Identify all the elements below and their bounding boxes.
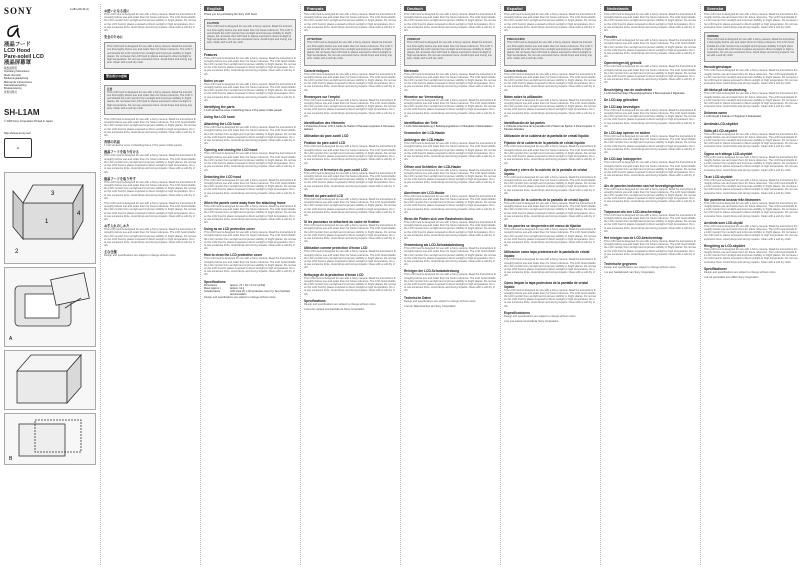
- text-remove2-ja: This LCD hood is designed for use with a Sony camera. Read the instructions thoroughly before use and retain them for future reference. The LCD hood shields the LCD monitor from sunlight and improves visibility in bright places. Do not leave the LCD hood in places exposed to direct sunlight or high temperature. Do not use excessive force. Avoid drops and strong impacts. Clean with a soft dry cloth.: [104, 201, 196, 221]
- model-number: SH-L1AM: [4, 108, 40, 118]
- alpha-mark-icon: α: [504, 320, 506, 323]
- heading-specs-fr: Spécifications: [304, 298, 326, 303]
- trademark-text-fr: est une marque commerciale de Sony Corporation.: [306, 308, 365, 311]
- heading-fijacion-es: Fijación de la cubierta de la pantalla de cristal líquido: [504, 141, 585, 146]
- text-schutz-de: This LCD hood is designed for use with a Sony camera. Read the instructions thoroughly before use and retain them for future reference. The LCD hood shields the LCD monitor from sunlight and improves visibility in bright places. Do not leave the LCD hood in places exposed to direct sunlight or high temperature. Do not use excessive force. Avoid drops and strong impacts. Clean with a soft dry cloth.: [404, 247, 496, 267]
- caution-text-en: This LCD hood is designed for use with a Sony camera. Read the instructions thoroughly before use and retain them for future reference. The LCD hood shields the LCD monitor from sunlight and improves visibility in bright places. Do not leave the LCD hood in places exposed to direct sunlight or high temperature. Do not use excessive force. Avoid drops and strong impacts. Clean with a soft dry cloth.: [207, 25, 293, 45]
- caution-heading-en: CAUTION: [207, 22, 219, 26]
- caution-text-es: This LCD hood is designed for use with a Sony camera. Read the instructions thoroughly before use and retain them for future reference. The LCD hood shields the LCD monitor from sunlight and improves visibility in bright places. Do not leave the LCD hood in places exposed to direct sunlight or high temperature. Do not use excessive force. Avoid drops and strong impacts. Clean with a soft dry cloth.: [507, 41, 593, 61]
- text-notes-ja: This LCD hood is designed for use with a Sony camera. Read the instructions thoroughly before use and retain them for future reference. The LCD hood shields the LCD monitor from sunlight and improves visibility in bright places. Do not leave the LCD hood in places exposed to direct sunlight or high temperature. Do not use excessive force. Avoid drops and strong impacts. Clean with a soft dry cloth.: [104, 13, 196, 33]
- subtitle-de: Bedienungsanleitung: [4, 77, 29, 81]
- lang-tag-fr: Français: [304, 6, 326, 11]
- spec-value: Approx. 14 g: [230, 286, 245, 290]
- heading-bevestigen-nl: De LCD-kap bevestigen: [604, 104, 640, 109]
- text-reinigen-nl: This LCD hood is designed for use with a Sony camera. Read the instructions thoroughly before use and retain them for future reference. The LCD hood shields the LCD monitor from sunlight and improves visibility in bright places. Do not leave the LCD hood in places exposed to direct sunlight or high temperature. Do not use excessive force. Avoid drops and strong impacts. Clean with a soft dry cloth.: [604, 239, 696, 259]
- heading-hinweise-de: Hinweise zur Verwendung: [404, 94, 444, 99]
- heading-caracteristicas-es: Características: [504, 68, 527, 73]
- text-features-en: This LCD hood is designed for use with a Sony camera. Read the instructions thoroughly before use and retain them for future reference. The LCD hood shields the LCD monitor from sunlight and improves visibility in bright places. Do not leave the LCD hood in places exposed to direct sunlight or high temperature. Do not use excessive force. Avoid drops and strong impacts. Clean with a soft dry cloth.: [204, 56, 296, 76]
- heading-parts-en: Identifying the parts: [204, 105, 235, 110]
- text-specs-fr: Design and specifications are subject to change without notice.: [304, 302, 377, 306]
- intro-nl: This LCD hood is designed for use with a Sony camera. Read the instructions thoroughly before use and retain them for future reference. The LCD hood shields the LCD monitor from sunlight and improves visibility in bright places. Do not leave the LCD hood in places exposed to direct sunlight or high temperature. Do not use excessive force. Avoid drops and strong impacts. Clean with a soft dry cloth.: [604, 13, 696, 33]
- heading-comes-away-en: When the panels come away from the attaching frame: [204, 200, 286, 205]
- illustration-protector: [4, 413, 96, 465]
- caution-block-de: [404, 35, 496, 65]
- caution-text-de: This LCD hood is designed for use with a Sony camera. Read the instructions thoroughly before use and retain them for future reference. The LCD hood shields the LCD monitor from sunlight and improves visibility in bright places. Do not leave the LCD hood in places exposed to direct sunlight or high temperature. Do not use excessive force. Avoid drops and strong impacts. Clean with a soft dry cloth.: [407, 41, 493, 61]
- text-beschermkap-nl: This LCD hood is designed for use with a Sony camera. Read the instructions thoroughly before use and retain them for future reference. The LCD hood shields the LCD monitor from sunlight and improves visibility in bright places. Do not leave the LCD hood in places exposed to direct sunlight or high temperature. Do not use excessive force. Avoid drops and strong impacts. Clean with a soft dry cloth.: [604, 213, 696, 233]
- trademark-nl: [604, 271, 696, 274]
- text-functies-nl: This LCD hood is designed for use with a Sony camera. Read the instructions thoroughly before use and retain them for future reference. The LCD hood shields the LCD monitor from sunlight and improves visibility in bright places. Do not leave the LCD hood in places exposed to direct sunlight or high temperature. Do not use excessive force. Avoid drops and strong impacts. Clean with a soft dry cloth.: [604, 39, 696, 59]
- caution-block-fr: [304, 35, 396, 65]
- heading-attach-ja: 液晶フードを取り付ける: [104, 150, 139, 155]
- heading-remove-ja: 液晶フードを取り外す: [104, 176, 136, 181]
- heading-separation-fr: Si les panneaux se détachent du cadre de fixation: [304, 220, 380, 225]
- alpha-mark-icon: α: [604, 271, 606, 275]
- alpha-mark-icon: α: [704, 275, 706, 279]
- text-retrait-fr: This LCD hood is designed for use with a Sony camera. Read the instructions thoroughly before use and retain them for future reference. The LCD hood shields the LCD monitor from sunlight and improves visibility in bright places. Do not leave the LCD hood in places exposed to direct sunlight or high temperature. Do not use excessive force. Avoid drops and strong impacts. Clean with a soft dry cloth.: [304, 197, 396, 217]
- heading-oeffnen-de: Öffnen und Schließen der LCD-Haube: [404, 164, 462, 169]
- heading-beschermkap-nl: Toepassen als een LCD-beschermkap: [604, 209, 662, 214]
- hood-diagram-icon: [5, 173, 95, 263]
- alpha-mark-icon: α: [404, 304, 406, 308]
- lang-tag-nl: Nederlands: [604, 6, 632, 11]
- text-comes-away-en: This LCD hood is designed for use with a Sony camera. Read the instructions thoroughly before use and retain them for future reference. The LCD hood shields the LCD monitor from sunlight and improves visibility in bright places. Do not leave the LCD hood in places exposed to direct sunlight or high temperature. Do not use excessive force. Avoid drops and strong impacts. Clean with a soft dry cloth.: [204, 204, 296, 224]
- heading-loskoppelen-nl: De LCD-kap loskoppelen: [604, 157, 642, 162]
- text-protection-fr: This LCD hood is designed for use with a Sony camera. Read the instructions thoroughly before use and retain them for future reference. The LCD hood shields the LCD monitor from sunlight and improves visibility in bright places. Do not leave the LCD hood in places exposed to direct sunlight or high temperature. Do not use excessive force. Avoid drops and strong impacts. Clean with a soft dry cloth.: [304, 250, 396, 270]
- trademark-text-es: es una marca comercial de Sony Corporation.: [506, 320, 559, 323]
- svg-text:4: 4: [77, 211, 81, 218]
- column-cover: [0, 0, 100, 569]
- heading-features-en: Features: [204, 52, 218, 57]
- text-features-fr: This LCD hood is designed for use with a Sony camera. Read the instructions thoroughly before use and retain them for future reference. The LCD hood shields the LCD monitor from sunlight and improves visibility in bright places. Do not leave the LCD hood in places exposed to direct sunlight or high temperature. Do not use excessive force. Avoid drops and strong impacts. Clean with a soft dry cloth.: [304, 72, 396, 92]
- part-number: 4-181-232-01(1): [70, 8, 89, 11]
- text-att-tanka-sv: This LCD hood is designed for use with a Sony camera. Read the instructions thoroughly before use and retain them for future reference. The LCD hood shields the LCD monitor from sunlight and improves visibility in bright places. Do not leave the LCD hood in places exposed to direct sunlight or high temperature. Do not use excessive force. Avoid drops and strong impacts. Clean with a soft dry cloth.: [704, 92, 798, 109]
- caution-block-ja: [104, 85, 196, 115]
- text-remove-ja: This LCD hood is designed for use with a Sony camera. Read the instructions thoroughly before use and retain them for future reference. The LCD hood shields the LCD monitor from sunlight and improves visibility in bright places. Do not leave the LCD hood in places exposed to direct sunlight or high temperature. Do not use excessive force. Avoid drops and strong impacts. Clean with a soft dry cloth.: [104, 180, 196, 200]
- heading-features-fr: Caractéristiques: [304, 68, 329, 73]
- heading-safety-ja: 安全のために: [104, 35, 124, 40]
- intro-en: Thank you for purchasing the Sony LCD hood.: [204, 13, 258, 16]
- subtitle-nl: Gebruiksaanwijzing: [4, 84, 27, 88]
- heading-fixation-fr: Fixation du pare-soleil LCD: [304, 141, 346, 146]
- text-clean-ja: This LCD hood is designed for use with a Sony camera. Read the instructions thoroughly before use and retain them for future reference. The LCD hood shields the LCD monitor from sunlight and improves visibility in bright places. Do not leave the LCD hood in places exposed to direct sunlight or high temperature. Do not use excessive force. Avoid drops and strong impacts. Clean with a soft dry cloth.: [104, 228, 196, 248]
- heading-funktioner-sv: Huvudegenskaper: [704, 65, 732, 70]
- heading-panelerna-sv: När panelerna lossnar från fästramen: [704, 197, 761, 202]
- text-fixation-fr: This LCD hood is designed for use with a Sony camera. Read the instructions thoroughly before use and retain them for future reference. The LCD hood shields the LCD monitor from sunlight and improves visibility in bright places. Do not leave the LCD hood in places exposed to direct sunlight or high temperature. Do not use excessive force. Avoid drops and strong impacts. Clean with a soft dry cloth.: [304, 145, 396, 165]
- heading-verwendung-de: Verwenden der LCD-Haube: [404, 131, 445, 136]
- text-separation-fr: This LCD hood is designed for use with a Sony camera. Read the instructions thoroughly before use and retain them for future reference. The LCD hood shields the LCD monitor from sunlight and improves visibility in bright places. Do not leave the LCD hood in places exposed to direct sunlight or high temperature. Do not use excessive force. Avoid drops and strong impacts. Clean with a soft dry cloth.: [304, 224, 396, 244]
- heading-anbringen-de: Anbringen der LCD-Haube: [404, 138, 445, 143]
- heading-schutz-de: Verwendung als LCD-Schutzabdeckung: [404, 243, 465, 248]
- website-url[interactable]: http://www.sony.net/: [4, 131, 31, 136]
- heading-notas-es: Notas sobre la utilización: [504, 94, 543, 99]
- text-teile-de: 1 LCD-Schutzabdeckung 2 Befestigungsrahmen 3 Oberplatte 4 Seitenplatten: [404, 125, 493, 129]
- heading-limpiar-es: Cómo limpiar la tapa protectora de la pantalla de cristal líquido: [504, 280, 588, 289]
- text-notas-es: This LCD hood is designed for use with a Sony camera. Read the instructions thoroughly before use and retain them for future reference. The LCD hood shields the LCD monitor from sunlight and improves visibility in bright places. Do not leave the LCD hood in places exposed to direct sunlight or high temperature. Do not use excessive force. Avoid drops and strong impacts. Clean with a soft dry cloth.: [504, 98, 596, 118]
- trademark-text-de: ist ein Warenzeichen der Sony Corporation.: [406, 304, 457, 308]
- trademark-es: [504, 320, 596, 323]
- heading-protector-es: Utilización como tapa protectora de la pantalla de cristal líquido: [504, 250, 590, 259]
- heading-specs-de: Technische Daten: [404, 295, 432, 300]
- lang-tag-es: Español: [504, 6, 526, 11]
- heading-onderdelen-nl: Beschrijving van de onderdelen: [604, 87, 653, 92]
- trademark-text-sv: är ett varumärke som tillhör Sony Corporation.: [706, 275, 760, 279]
- text-specs-nl: Design and specifications are subject to change without notice.: [604, 266, 677, 270]
- caution-text-sv: This LCD hood is designed for use with a Sony camera. Read the instructions thoroughly before use and retain them for future reference. The LCD hood shields the LCD monitor from sunlight and improves visibility in bright places. Do not leave the LCD hood in places exposed to direct sunlight or high temperature. Do not use excessive force. Avoid drops and strong impacts. Clean with a soft dry cloth.: [707, 38, 795, 58]
- heading-teile-de: Identifikation der Teile: [404, 121, 438, 126]
- protector-icon: [5, 414, 95, 464]
- text-reinigen-de: This LCD hood is designed for use with a Sony camera. Read the instructions thoroughly before use and retain them for future reference. The LCD hood shields the LCD monitor from sunlight and improves visibility in bright places. Do not leave the LCD hood in places exposed to direct sunlight or high temperature. Do not use excessive force. Avoid drops and strong impacts. Clean with a soft dry cloth.: [404, 273, 496, 293]
- heading-detaching-en: Detaching the LCD hood: [204, 174, 242, 179]
- heading-attaching-en: Attaching the LCD hood: [204, 122, 241, 127]
- text-detaching-en: This LCD hood is designed for use with a Sony camera. Read the instructions thoroughly before use and retain them for future reference. The LCD hood shields the LCD monitor from sunlight and improves visibility in bright places. Do not leave the LCD hood in places exposed to direct sunlight or high temperature. Do not use excessive force. Avoid drops and strong impacts. Clean with a soft dry cloth.: [204, 178, 296, 198]
- text-remarks-fr: This LCD hood is designed for use with a Sony camera. Read the instructions thoroughly before use and retain them for future reference. The LCD hood shields the LCD monitor from sunlight and improves visibility in bright places. Do not leave the LCD hood in places exposed to direct sunlight or high temperature. Do not use excessive force. Avoid drops and strong impacts. Clean with a soft dry cloth.: [304, 98, 396, 118]
- caution-heading-fr: ATTENTION: [307, 38, 322, 42]
- text-caution-ja: This LCD hood is designed for use with a Sony camera. Read the instructions thoroughly before use and retain them for future reference. The LCD hood shields the LCD monitor from sunlight and improves visibility in bright places. Do not leave the LCD hood in places exposed to direct sunlight or high temperature. Do not use excessive force. Avoid drops and strong impacts. Clean with a soft dry cloth.: [107, 90, 193, 110]
- heading-parts-fr: Identification des éléments: [304, 121, 345, 126]
- caution-heading-sv: VARNING: [707, 35, 719, 39]
- spec-label: Dimensions: [204, 283, 218, 287]
- text-panelerna-sv: This LCD hood is designed for use with a Sony camera. Read the instructions thoroughly before use and retain them for future reference. The LCD hood shields the LCD monitor from sunlight and improves visibility in bright places. Do not leave the LCD hood in places exposed to direct sunlight or high temperature. Do not use excessive force. Avoid drops and strong impacts. Clean with a soft dry cloth.: [704, 201, 798, 218]
- heading-functies-nl: Functies: [604, 35, 618, 40]
- text-openen-nl: This LCD hood is designed for use with a Sony camera. Read the instructions thoroughly before use and retain them for future reference. The LCD hood shields the LCD monitor from sunlight and improves visibility in bright places. Do not leave the LCD hood in places exposed to direct sunlight or high temperature. Do not use excessive force. Avoid drops and strong impacts. Clean with a soft dry cloth.: [604, 135, 696, 155]
- caution-label-ja: 注意: [107, 87, 113, 91]
- subtitle-ja: 取扱説明書: [4, 67, 17, 70]
- trademark-text-nl: is een handelsmerk van Sony Corporation.: [606, 271, 656, 275]
- heading-reinigen-de: Reinigen der LCD-Schutzabdeckung: [404, 269, 460, 274]
- illustration-parts: [4, 172, 96, 264]
- copyright: © 2009 Sony Corporation Printed in Japan: [4, 120, 53, 124]
- caution-heading-de: VORSICHT: [407, 38, 421, 42]
- svg-text:2: 2: [15, 249, 19, 256]
- illustration-attach: [4, 267, 96, 347]
- text-protector-en: This LCD hood is designed for use with a Sony camera. Read the instructions thoroughly before use and retain them for future reference. The LCD hood shields the LCD monitor from sunlight and improves visibility in bright places. Do not leave the LCD hood in places exposed to direct sunlight or high temperature. Do not use excessive force. Avoid drops and strong impacts. Clean with a soft dry cloth.: [204, 231, 296, 251]
- text-nettoyage-fr: This LCD hood is designed for use with a Sony camera. Read the instructions thoroughly before use and retain them for future reference. The LCD hood shields the LCD monitor from sunlight and improves visibility in bright places. Do not leave the LCD hood in places exposed to direct sunlight or high temperature. Do not use excessive force. Avoid drops and strong impacts. Clean with a soft dry cloth.: [304, 276, 396, 296]
- intro-es: This LCD hood is designed for use with a Sony camera. Read the instructions thoroughly before use and retain them for future reference. The LCD hood shields the LCD monitor from sunlight and improves visibility in bright places. Do not leave the LCD hood in places exposed to direct sunlight or high temperature. Do not use excessive force. Avoid drops and strong impacts. Clean with a soft dry cloth.: [504, 13, 596, 33]
- heading-apertura-es: Apertura y cierre de la cubierta de la pantalla de cristal líquido: [504, 167, 587, 176]
- heading-protector-en: Using as an LCD protective cover: [204, 227, 255, 232]
- text-specs-es: Design and specifications are subject to change without notice.: [504, 314, 577, 318]
- heading-specs-en: Specifications: [204, 279, 226, 284]
- heading-reinigen-nl: Het reinigen van de LCD-beschermkap: [604, 235, 663, 240]
- caution-block-es: [504, 35, 596, 65]
- text-ta-av-sv: This LCD hood is designed for use with a Sony camera. Read the instructions thoroughly before use and retain them for future reference. The LCD hood shields the LCD monitor from sunlight and improves visibility in bright places. Do not leave the LCD hood in places exposed to direct sunlight or high temperature. Do not use excessive force. Avoid drops and strong impacts. Clean with a soft dry cloth.: [704, 178, 798, 195]
- subtitle-zh: 使用说明书: [4, 90, 17, 94]
- text-abnehmen-de: This LCD hood is designed for use with a Sony camera. Read the instructions thoroughly before use and retain them for future reference. The LCD hood shields the LCD monitor from sunlight and improves visibility in bright places. Do not leave the LCD hood in places exposed to direct sunlight or high temperature. Do not use excessive force. Avoid drops and strong impacts. Clean with a soft dry cloth.: [404, 194, 496, 214]
- spec-table-en: [204, 284, 296, 296]
- camera-attach-icon: [5, 268, 95, 346]
- heading-panelen-nl: Als de panelen loskomen van het bevestigingsframe: [604, 183, 684, 188]
- text-platten-de: This LCD hood is designed for use with a Sony camera. Read the instructions thoroughly before use and retain them for future reference. The LCD hood shields the LCD monitor from sunlight and improves visibility in bright places. Do not leave the LCD hood in places exposed to direct sunlight or high temperature. Do not use excessive force. Avoid drops and strong impacts. Clean with a soft dry cloth.: [404, 220, 496, 240]
- illustration-open: [4, 350, 96, 410]
- text-opening-en: This LCD hood is designed for use with a Sony camera. Read the instructions thoroughly before use and retain them for future reference. The LCD hood shields the LCD monitor from sunlight and improves visibility in bright places. Do not leave the LCD hood in places exposed to direct sunlight or high temperature. Do not use excessive force. Avoid drops and strong impacts. Clean with a soft dry cloth.: [204, 152, 296, 172]
- svg-text:1: 1: [45, 219, 49, 226]
- heading-rengora-sv: Rengöring av LCD-skyddet: [704, 243, 745, 248]
- heading-gebruiken-nl: De LCD-kap gebruiken: [604, 97, 639, 102]
- lang-tag-en: English: [204, 6, 224, 11]
- product-title: 液晶フード LCD Hood Pare-soleil LCD 液晶屏幕罩: [4, 42, 44, 66]
- lang-tag-sv: Svenska: [704, 6, 726, 11]
- heading-piezas-es: Identificación de las partes: [504, 121, 545, 126]
- column-english: [200, 0, 300, 569]
- heading-protection-fr: Utilisation comme protection d'écran LCD: [304, 246, 368, 251]
- text-funktioner-sv: This LCD hood is designed for use with a Sony camera. Read the instructions thoroughly before use and retain them for future reference. The LCD hood shields the LCD monitor from sunlight and improves visibility in bright places. Do not leave the LCD hood in places exposed to direct sunlight or high temperature. Do not use excessive force. Avoid drops and strong impacts. Clean with a soft dry cloth.: [704, 69, 798, 86]
- text-attach-ja: This LCD hood is designed for use with a Sony camera. Read the instructions thoroughly before use and retain them for future reference. The LCD hood shields the LCD monitor from sunlight and improves visibility in bright places. Do not leave the LCD hood in places exposed to direct sunlight or high temperature. Do not use excessive force. Avoid drops and strong impacts. Clean with a soft dry cloth.: [104, 154, 196, 174]
- text-specs-ja: Design and specifications are subject to change without notice.: [104, 254, 177, 258]
- heading-anvanda-sv: Använda LCD-skyddet: [704, 121, 739, 126]
- heading-oppna-sv: Öppna och stänga LCD-skyddet: [704, 151, 753, 156]
- text-satta-sv: This LCD hood is designed for use with a Sony camera. Read the instructions thoroughly before use and retain them for future reference. The LCD hood shields the LCD monitor from sunlight and improves visibility in bright places. Do not leave the LCD hood in places exposed to direct sunlight or high temperature. Do not use excessive force. Avoid drops and strong impacts. Clean with a soft dry cloth.: [704, 132, 798, 149]
- heading-ta-av-sv: Ta av LCD-skyddet: [704, 174, 733, 179]
- recycle-mark-icon: ♻: [4, 138, 32, 158]
- subtitle-list: [4, 67, 96, 94]
- heading-clean-en: How to clean the LCD protective cover: [204, 253, 263, 258]
- heading-specs-ja: 主な仕様: [104, 250, 117, 255]
- column-spanish: [500, 0, 600, 569]
- text-hinweise-de: This LCD hood is designed for use with a Sony camera. Read the instructions thoroughly before use and retain them for future reference. The LCD hood shields the LCD monitor from sunlight and improves visibility in bright places. Do not leave the LCD hood in places exposed to direct sunlight or high temperature. Do not use excessive force. Avoid drops and strong impacts. Clean with a soft dry cloth.: [404, 98, 496, 118]
- heading-extraccion-es: Extracción de la cubierta de la pantalla de cristal líquido: [504, 197, 590, 202]
- text-delar-sv: 1 LCD-skydd 2 Fästram 3 Toppanel 4 Sidopaneler: [704, 115, 762, 119]
- warning-label-ja: 警告表示の意味: [106, 74, 128, 79]
- text-specs-sv: Design and specifications are subject to change without notice.: [704, 270, 777, 274]
- text-notes-en: This LCD hood is designed for use with a Sony camera. Read the instructions thoroughly before use and retain them for future reference. The LCD hood shields the LCD monitor from sunlight and improves visibility in bright places. Do not leave the LCD hood in places exposed to direct sunlight or high temperature. Do not use excessive force. Avoid drops and strong impacts. Clean with a soft dry cloth.: [204, 82, 296, 102]
- intro-fr: This LCD hood is designed for use with a Sony camera. Read the instructions thoroughly before use and retain them for future reference. The LCD hood shields the LCD monitor from sunlight and improves visibility in bright places. Do not leave the LCD hood in places exposed to direct sunlight or high temperature. Do not use excessive force. Avoid drops and strong impacts. Clean with a soft dry cloth.: [304, 13, 396, 33]
- trademark-sv: [704, 276, 798, 279]
- text-piezas-es: 1 Cubierta protectora de la pantalla LCD 2 Marco de fijación 3 Panel superior 4 Paneles laterales: [504, 125, 595, 132]
- heading-utilizacion-es: Utilización de la cubierta de la pantalla de cristal líquido: [504, 134, 589, 139]
- heading-open-fr: Ouverture et fermeture du pare-soleil LCD: [304, 167, 368, 172]
- column-japanese: [100, 0, 200, 569]
- heading-specs-nl: Technische gegevens: [604, 262, 637, 267]
- heading-remarks-fr: Remarques sur l'emploi: [304, 94, 341, 99]
- text-safety-ja: This LCD hood is designed for use with a Sony camera. Read the instructions thoroughly before use and retain them for future reference. The LCD hood shields the LCD monitor from sunlight and improves visibility in bright places. Do not leave the LCD hood in places exposed to direct sunlight or high temperature. Do not use excessive force. Avoid drops and strong impacts. Clean with a soft dry cloth.: [107, 45, 193, 65]
- text-specs-de: Design and specifications are subject to change without notice.: [404, 299, 477, 303]
- spec-label: Mass (approx.): [204, 286, 221, 290]
- heading-parts-ja: 各部の名前: [104, 140, 120, 145]
- safety-block-ja: [104, 42, 196, 69]
- lang-tag-de: Deutsch: [404, 6, 426, 11]
- text-open-fr: This LCD hood is designed for use with a Sony camera. Read the instructions thoroughly before use and retain them for future reference. The LCD hood shields the LCD monitor from sunlight and improves visibility in bright places. Do not leave the LCD hood in places exposed to direct sunlight or high temperature. Do not use excessive force. Avoid drops and strong impacts. Clean with a soft dry cloth.: [304, 171, 396, 191]
- text-marco-es: This LCD hood is designed for use with a Sony camera. Read the instructions thoroughly before use and retain them for future reference. The LCD hood shields the LCD monitor from sunlight and improves visibility in bright places. Do not leave the LCD hood in places exposed to direct sunlight or high temperature. Do not use excessive force. Avoid drops and strong impacts. Clean with a soft dry cloth.: [504, 228, 596, 248]
- heading-using-en: Using the LCD hood: [204, 115, 235, 120]
- intro-de: This LCD hood is designed for use with a Sony camera. Read the instructions thoroughly before use and retain them for future reference. The LCD hood shields the LCD monitor from sunlight and improves visibility in bright places. Do not leave the LCD hood in places exposed to direct sunlight or high temperature. Do not use excessive force. Avoid drops and strong impacts. Clean with a soft dry cloth.: [404, 13, 496, 33]
- column-french: [300, 0, 400, 569]
- heading-notes-ja: お使いになる前に: [104, 9, 130, 13]
- spec-value: LCD hood (1), LCD protective cover (1), Set of printed documentation: [230, 289, 290, 296]
- heading-retrait-fr: Retrait du pare-soleil LCD: [304, 193, 344, 198]
- caution-block-sv: [704, 32, 798, 62]
- alpha-mark-icon: α: [304, 308, 306, 311]
- svg-text:A: A: [9, 336, 13, 343]
- text-onderdelen-nl: 1 LCD-beschermkap 2 Bevestigingsframe 3 Bovenpaneel 4 Zijpanelen: [604, 91, 685, 95]
- heading-using-fr: Utilisation du pare-soleil LCD: [304, 134, 349, 139]
- heading-satta-sv: Sätta på LCD-skyddet: [704, 128, 737, 133]
- heading-merkmale-de: Merkmale: [404, 68, 419, 73]
- svg-text:B: B: [9, 456, 13, 463]
- spec-note-en: Design and specifications are subject to change without notice.: [204, 295, 277, 299]
- heading-specs-sv: Specifikationer: [704, 266, 727, 271]
- text-bevestigen-nl: This LCD hood is designed for use with a Sony camera. Read the instructions thoroughly before use and retain them for future reference. The LCD hood shields the LCD monitor from sunlight and improves visibility in bright places. Do not leave the LCD hood in places exposed to direct sunlight or high temperature. Do not use excessive force. Avoid drops and strong impacts. Clean with a soft dry cloth.: [604, 108, 696, 128]
- text-loskoppelen-nl: This LCD hood is designed for use with a Sony camera. Read the instructions thoroughly before use and retain them for future reference. The LCD hood shields the LCD monitor from sunlight and improves visibility in bright places. Do not leave the LCD hood in places exposed to direct sunlight or high temperature. Do not use excessive force. Avoid drops and strong impacts. Clean with a soft dry cloth.: [604, 161, 696, 181]
- text-limpiar-es: This LCD hood is designed for use with a Sony camera. Read the instructions thoroughly before use and retain them for future reference. The LCD hood shields the LCD monitor from sunlight and improves visibility in bright places. Do not leave the LCD hood in places exposed to direct sunlight or high temperature. Do not use excessive force. Avoid drops and strong impacts. Clean with a soft dry cloth.: [504, 288, 596, 308]
- column-swedish: [700, 0, 802, 569]
- text-opmerkingen-nl: This LCD hood is designed for use with a Sony camera. Read the instructions thoroughly before use and retain them for future reference. The LCD hood shields the LCD monitor from sunlight and improves visibility in bright places. Do not leave the LCD hood in places exposed to direct sunlight or high temperature. Do not use excessive force. Avoid drops and strong impacts. Clean with a soft dry cloth.: [604, 65, 696, 85]
- subtitle-fr: Mode d'emploi: [4, 73, 21, 77]
- intro-sv: This LCD hood is designed for use with a Sony camera. Read the instructions thoroughly before use and retain them for future reference. The LCD hood shields the LCD monitor from sunlight and improves visibility in bright places. Do not leave the LCD hood in places exposed to direct sunlight or high temperature. Do not use excessive force. Avoid drops and strong impacts. Clean with a soft dry cloth.: [704, 13, 798, 29]
- alpha-logo: [4, 22, 96, 40]
- heading-openen-nl: De LCD-kap openen en sluiten: [604, 131, 651, 136]
- heading-specs-es: Especificaciones: [504, 310, 530, 315]
- svg-text:3: 3: [51, 191, 55, 198]
- text-oppna-sv: This LCD hood is designed for use with a Sony camera. Read the instructions thoroughly before use and retain them for future reference. The LCD hood shields the LCD monitor from sunlight and improves visibility in bright places. Do not leave the LCD hood in places exposed to direct sunlight or high temperature. Do not use excessive force. Avoid drops and strong impacts. Clean with a soft dry cloth.: [704, 155, 798, 172]
- heading-abnehmen-de: Abnehmen der LCD-Haube: [404, 190, 445, 195]
- heading-clean-ja: お手入れのしかた: [104, 224, 130, 229]
- caution-block-en: [204, 19, 296, 49]
- brand-logo: SONY: [4, 6, 34, 16]
- caution-text-fr: This LCD hood is designed for use with a Sony camera. Read the instructions thoroughly before use and retain them for future reference. The LCD hood shields the LCD monitor from sunlight and improves visibility in bright places. Do not leave the LCD hood in places exposed to direct sunlight or high temperature. Do not use excessive force. Avoid drops and strong impacts. Clean with a soft dry cloth.: [307, 41, 393, 61]
- column-german: [400, 0, 500, 569]
- text-oeffnen-de: This LCD hood is designed for use with a Sony camera. Read the instructions thoroughly before use and retain them for future reference. The LCD hood shields the LCD monitor from sunlight and improves visibility in bright places. Do not leave the LCD hood in places exposed to direct sunlight or high temperature. Do not use excessive force. Avoid drops and strong impacts. Clean with a soft dry cloth.: [404, 168, 496, 188]
- subtitle-sv: Bruksanvisning: [4, 87, 22, 91]
- text-protector-es: This LCD hood is designed for use with a Sony camera. Read the instructions thoroughly before use and retain them for future reference. The LCD hood shields the LCD monitor from sunlight and improves visibility in bright places. Do not leave the LCD hood in places exposed to direct sunlight or high temperature. Do not use excessive force. Avoid drops and strong impacts. Clean with a soft dry cloth.: [504, 258, 596, 278]
- heading-nettoyage-fr: Nettoyage de la protection d'écran LCD: [304, 272, 364, 277]
- heading-anvand-som-sv: Använda som LCD-skydd: [704, 220, 743, 225]
- heading-notes-en: Notes on use: [204, 78, 225, 83]
- text-anbringen-de: This LCD hood is designed for use with a Sony camera. Read the instructions thoroughly before use and retain them for future reference. The LCD hood shields the LCD monitor from sunlight and improves visibility in bright places. Do not leave the LCD hood in places exposed to direct sunlight or high temperature. Do not use excessive force. Avoid drops and strong impacts. Clean with a soft dry cloth.: [404, 142, 496, 162]
- text-caracteristicas-es: This LCD hood is designed for use with a Sony camera. Read the instructions thoroughly before use and retain them for future reference. The LCD hood shields the LCD monitor from sunlight and improves visibility in bright places. Do not leave the LCD hood in places exposed to direct sunlight or high temperature. Do not use excessive force. Avoid drops and strong impacts. Clean with a soft dry cloth.: [504, 72, 596, 92]
- heading-platten-de: Wenn die Platten sich vom Rastrahmen lösen: [404, 216, 473, 221]
- subtitle-en: Operating Instructions: [4, 70, 30, 74]
- trademark-fr: [304, 308, 396, 311]
- heading-opening-en: Opening and closing the LCD hood: [204, 148, 258, 153]
- spec-value: Approx. 73 × 64 × 6 mm (w/h/d): [230, 283, 266, 287]
- text-clean-en: This LCD hood is designed for use with a Sony camera. Read the instructions thoroughly before use and retain them for future reference. The LCD hood shields the LCD monitor from sunlight and improves visibility in bright places. Do not leave the LCD hood in places exposed to direct sunlight or high temperature. Do not use excessive force. Avoid drops and strong impacts. Clean with a soft dry cloth.: [204, 257, 296, 277]
- text-extraccion-es: This LCD hood is designed for use with a Sony camera. Read the instructions thoroughly before use and retain them for future reference. The LCD hood shields the LCD monitor from sunlight and improves visibility in bright places. Do not leave the LCD hood in places exposed to direct sunlight or high temperature. Do not use excessive force. Avoid drops and strong impacts. Clean with a soft dry cloth.: [504, 201, 596, 221]
- heading-opmerkingen-nl: Opmerkingen bij gebruik: [604, 61, 642, 66]
- heading-att-tanka-sv: Att tänka på vid användning: [704, 88, 747, 93]
- text-general-ja: This LCD hood is designed for use with a Sony camera. Read the instructions thoroughly before use and retain them for future reference. The LCD hood shields the LCD monitor from sunlight and improves visibility in bright places. Do not leave the LCD hood in places exposed to direct sunlight or high temperature. Do not use excessive force. Avoid drops and strong impacts. Clean with a soft dry cloth.: [104, 118, 196, 138]
- spec-label: Included items: [204, 289, 221, 293]
- text-anvand-som-sv: This LCD hood is designed for use with a Sony camera. Read the instructions thoroughly before use and retain them for future reference. The LCD hood shields the LCD monitor from sunlight and improves visibility in bright places. Do not leave the LCD hood in places exposed to direct sunlight or high temperature. Do not use excessive force. Avoid drops and strong impacts. Clean with a soft dry cloth.: [704, 224, 798, 241]
- subtitle-es: Manual de instrucciones: [4, 80, 32, 84]
- text-rengora-sv: This LCD hood is designed for use with a Sony camera. Read the instructions thoroughly before use and retain them for future reference. The LCD hood shields the LCD monitor from sunlight and improves visibility in bright places. Do not leave the LCD hood in places exposed to direct sunlight or high temperature. Do not use excessive force. Avoid drops and strong impacts. Clean with a soft dry cloth.: [704, 247, 798, 264]
- heading-delar-sv: Delarnas namn: [704, 111, 727, 116]
- trademark-de: [404, 305, 496, 308]
- hood-open-icon: [5, 351, 95, 409]
- column-dutch: [600, 0, 700, 569]
- text-apertura-es: This LCD hood is designed for use with a Sony camera. Read the instructions thoroughly before use and retain them for future reference. The LCD hood shields the LCD monitor from sunlight and improves visibility in bright places. Do not leave the LCD hood in places exposed to direct sunlight or high temperature. Do not use excessive force. Avoid drops and strong impacts. Clean with a soft dry cloth.: [504, 175, 596, 195]
- text-fijacion-es: This LCD hood is designed for use with a Sony camera. Read the instructions thoroughly before use and retain them for future reference. The LCD hood shields the LCD monitor from sunlight and improves visibility in bright places. Do not leave the LCD hood in places exposed to direct sunlight or high temperature. Do not use excessive force. Avoid drops and strong impacts. Clean with a soft dry cloth.: [504, 145, 596, 165]
- caution-heading-es: PRECAUCIÓN: [507, 38, 525, 42]
- text-parts-en: 1 LCD protective cover 2 Attaching frame 3 Top panel 4 Side panels: [204, 109, 282, 113]
- text-parts-fr: 1 Protection d'écran LCD 2 Cadre de fixation 3 Panneau supérieur 4 Panneaux latéraux: [304, 125, 395, 132]
- text-panelen-nl: This LCD hood is designed for use with a Sony camera. Read the instructions thoroughly before use and retain them for future reference. The LCD hood shields the LCD monitor from sunlight and improves visibility in bright places. Do not leave the LCD hood in places exposed to direct sunlight or high temperature. Do not use excessive force. Avoid drops and strong impacts. Clean with a soft dry cloth.: [604, 187, 696, 207]
- text-attaching-en: This LCD hood is designed for use with a Sony camera. Read the instructions thoroughly before use and retain them for future reference. The LCD hood shields the LCD monitor from sunlight and improves visibility in bright places. Do not leave the LCD hood in places exposed to direct sunlight or high temperature. Do not use excessive force. Avoid drops and strong impacts. Clean with a soft dry cloth.: [204, 126, 296, 146]
- text-merkmale-de: This LCD hood is designed for use with a Sony camera. Read the instructions thoroughly before use and retain them for future reference. The LCD hood shields the LCD monitor from sunlight and improves visibility in bright places. Do not leave the LCD hood in places exposed to direct sunlight or high temperature. Do not use excessive force. Avoid drops and strong impacts. Clean with a soft dry cloth.: [404, 72, 496, 92]
- text-parts-ja: 1 LCD protective cover 2 Attaching frame 3 Top panel 4 Side panels: [104, 144, 182, 148]
- heading-marco-es: Si los paneles se desprenden del marco de fijación: [504, 224, 582, 229]
